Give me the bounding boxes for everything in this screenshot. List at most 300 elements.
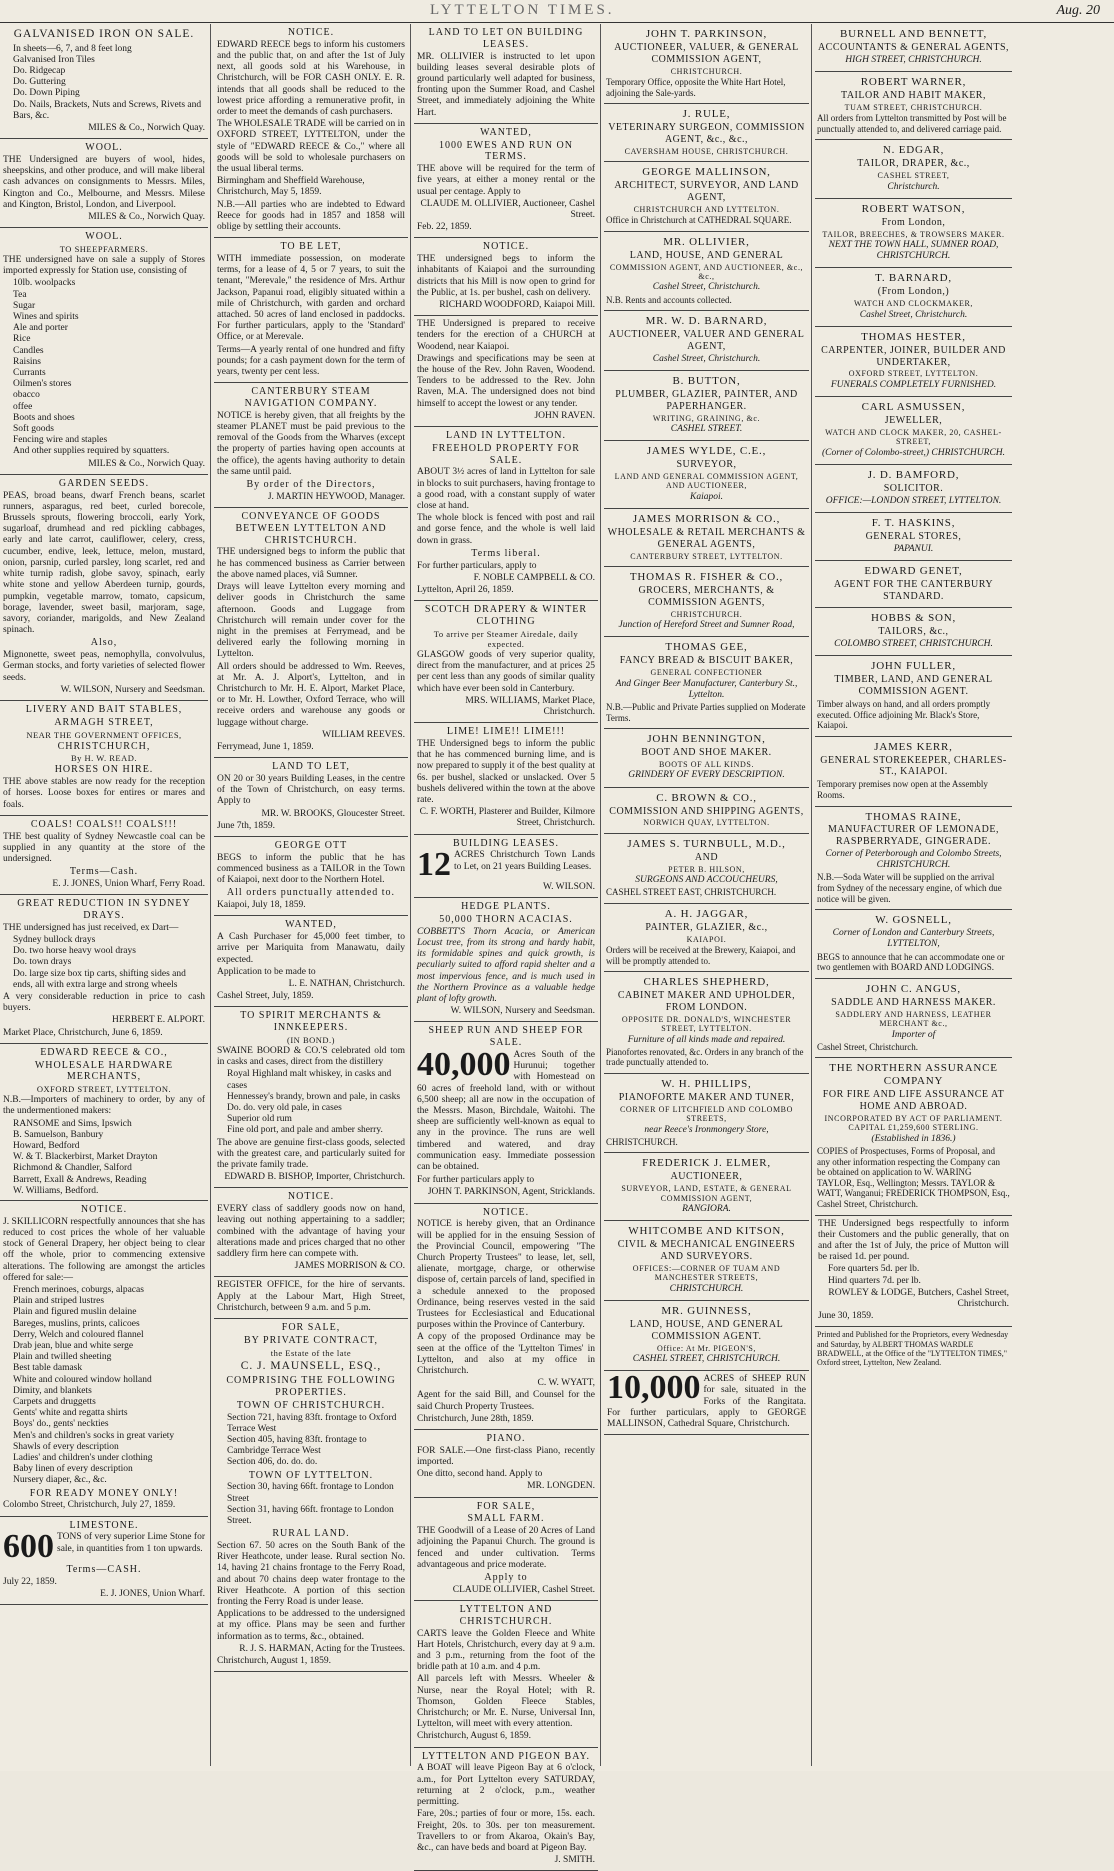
ad-body: J. SKILLICORN respectfully announces that she has reduced to cost prices the whole of her valuable stock of General Drapery, her object being to clear off the whole, prior to commencing extensive alterations. The following are amongst the articles offered for sale:— [3, 1216, 205, 1283]
business-card [604, 509, 809, 567]
ad-body: A very considerable reduction in price to cash buyers. [3, 991, 205, 1014]
ad-date: June 7th, 1859. [217, 820, 276, 831]
ad-date: Christchurch, August 6, 1859. [417, 1731, 531, 1742]
business-name: THOMAS GEE, [665, 641, 748, 654]
list-item: Section 721, having 83ft. frontage to Oxford Terrace West [227, 1412, 397, 1434]
ad-land-to-let [214, 758, 408, 837]
business-name: J. RULE, [682, 108, 731, 121]
ad-title: EDWARD REECE & CO., [40, 1046, 168, 1058]
business-name: ROBERT WATSON, [861, 202, 966, 215]
column-2 [214, 24, 408, 1766]
business-detail: SADDLERY AND HARNESS, LEATHER MERCHANT &c., [835, 1009, 992, 1029]
business-note: CHRISTCHURCH. [606, 1136, 678, 1147]
list-item: French merinoes, coburgs, alpacas [13, 1285, 144, 1296]
business-note: Cashel Street, Christchurch. [817, 1041, 918, 1052]
ad-body: All orders should be addressed to Wm. Reeves, at Mr. A. J. Alport's, Lyttelton, and in Christchurch to Mr. H. E. Alport, Market Place, or to Mr. H. Lowther, Oxford Terrace, who will receive orders and warehouse any goods or luggage without charge. [217, 661, 405, 728]
ad-kaiapoi-mill [414, 238, 598, 316]
business-card [604, 834, 809, 904]
business-name: W. GOSNELL, [875, 914, 952, 927]
business-trade: AUCTIONEER, [670, 1171, 743, 1183]
list-item: Section 31, having 66ft. frontage to London Street. [227, 1504, 394, 1527]
ad-body: THE above will be required for the term of five years, at either a money rental or the usual per centage. Apply to [417, 164, 595, 197]
ad-title: LAND IN LYTTELTON. [445, 430, 567, 442]
business-name: MR. W. D. BARNARD, [645, 315, 768, 328]
ad-subtitle: WHOLESALE HARDWARE MERCHANTS, [34, 1059, 174, 1083]
ad-body: COBBETT'S Thorn Acacia, or American Locust tree, from its strong and hardy habit, its formidable spines and quick growth, is peculiarly suited to afford rapid shelter and a most impervious fence, and is much used in the Northern Province as a valuable hedge plant of lofty growth. [417, 926, 595, 1004]
business-card [604, 371, 809, 441]
ad-ewes-wanted [414, 124, 598, 239]
business-card [604, 1153, 809, 1221]
ad-body: A Cash Purchaser for 45,000 feet timber, to arrive per Mariquita from Manawatu, daily expected. [217, 932, 405, 965]
ad-big-number: 12 [417, 846, 451, 884]
business-name: WHITCOMBE AND KITSON, [628, 1225, 785, 1238]
item-list [227, 1413, 405, 1469]
business-card [815, 268, 1012, 326]
list-item: Soft goods [13, 424, 54, 435]
business-trade: CABINET MAKER AND UPHOLDER, FROM LONDON. [617, 990, 796, 1013]
business-trade: VETERINARY SURGEON, COMMISSION AGENT, &c., &c., [608, 122, 805, 145]
ad-signature: JAMES MORRISON & CO. [294, 1261, 405, 1272]
ad-signature: JOHN T. PARKINSON, Agent, Stricklands. [427, 1187, 595, 1198]
business-detail: COMMISSION AGENT, AND AUCTIONEER, &c., &c., [609, 262, 804, 282]
business-address: Junction of Hereford Street and Sumner Road, [618, 620, 795, 631]
business-detail: CAVERSHAM HOUSE, CHRISTCHURCH. [624, 146, 789, 156]
column-4 [604, 24, 809, 1766]
ad-body: NOTICE is hereby given, that all freights by the steamer PLANET must be paid previous to the removal of the Goods from the Wharves (except the property of parties having open accounts at the office), the agents having authority to detain the same until paid. [217, 410, 405, 477]
business-trade: From London, [881, 216, 946, 228]
ad-body: TONS of very superior Lime Stone for sale, in quantities from 1 ton upwards. [57, 1532, 205, 1554]
list-item: Ladies' and children's under clothing [13, 1453, 153, 1464]
ad-body: N.B.—Importers of machinery to order, by any of the undermentioned makers: [3, 1095, 205, 1117]
ad-subtitle: NEAR THE GOVERNMENT OFFICES, [26, 729, 182, 740]
business-name: GEORGE MALLINSON, [642, 166, 771, 179]
ad-steam-navigation [214, 383, 408, 508]
ad-signature: C. F. WORTH, Plasterer and Builder, Kilmore Street, Christchurch. [419, 807, 595, 829]
business-trade: PAINTER, GLAZIER, &c., [645, 921, 768, 933]
ad-signature: E. J. JONES, Union Wharf, Ferry Road. [52, 878, 205, 889]
ad-body: A copy of the proposed Ordinance may be seen at the office of the 'Lyttelton Times' in Lyttelton, and also at my office in Christchurch. [417, 1332, 595, 1377]
list-item: Boys' do., gents' neckties [13, 1419, 109, 1430]
business-card [815, 24, 1012, 72]
item-list [227, 1069, 405, 1136]
ad-date: Ferrymead, June 1, 1859. [217, 741, 314, 752]
business-trade: AND [694, 851, 719, 863]
ad-conveyance [214, 508, 408, 758]
ad-subtitle: To arrive per Steamer Airedale, daily expected. [433, 628, 579, 649]
ad-title: GALVANISED IRON ON SALE. [13, 28, 195, 40]
list-item: Barrett, Exall & Andrews, Reading [13, 1174, 147, 1185]
ad-title: LAND TO LET, [272, 761, 350, 773]
business-trade: MANUFACTURER OF LEMONADE, RASPBERRYADE, GINGERADE. [828, 824, 999, 848]
business-detail: BOOTS OF ALL KINDS. [658, 759, 755, 769]
business-detail: CASHEL STREET, [877, 171, 950, 181]
ad-scotch-drapery [414, 601, 598, 723]
ad-title: TO BE LET, [280, 241, 342, 253]
ad-subtitle: FREEHOLD PROPERTY FOR SALE. [432, 442, 580, 466]
business-trade: GROCERS, MERCHANTS, & COMMISSION AGENTS, [638, 585, 775, 608]
ad-title: BUILDING LEASES. [453, 837, 559, 849]
list-item: W. Williams, Bedford. [13, 1185, 99, 1196]
business-trade: SOLICITOR. [883, 482, 944, 494]
business-card [604, 1301, 809, 1371]
business-address: Corner of Peterborough and Colombo Streets, CHRISTCHURCH. [825, 849, 1002, 871]
business-trade: TAILOR, DRAPER, &c., [857, 158, 970, 170]
business-trade: TAILOR AND HABIT MAKER, [841, 89, 986, 101]
business-address: Christchurch. [887, 181, 940, 192]
business-card [815, 199, 1012, 269]
ad-signature: CLAUDE M. OLLIVIER, Auctioneer, Cashel Street. [420, 198, 595, 221]
business-detail: CANTERBURY STREET, LYTTELTON. [630, 551, 783, 561]
ad-title: PIANO. [486, 1433, 526, 1445]
business-address: CASHEL STREET. [670, 424, 743, 435]
ad-body: Drawings and specifications may be seen at the house of the Rev. John Raven, Woodend. Tenders to be addressed to the Rev. John Raven, M.A. The undersigned does not bind himself to accept the lowest or any tender. [417, 353, 595, 409]
list-item: In sheets—6, 7, and 8 feet long [13, 43, 132, 54]
ad-coals [0, 816, 208, 895]
business-address: And Ginger Beer Manufacturer, Canterbury St., Lyttelton. [615, 678, 798, 700]
ad-subtitle: COMPRISING THE FOLLOWING PROPERTIES. [226, 1375, 396, 1399]
list-item: Do. Ridgecap [13, 65, 66, 76]
ad-date: Birmingham and Sheffield Warehouse, Christchurch, May 5, 1859. [217, 176, 365, 198]
ad-terms: Terms liberal. [471, 547, 541, 559]
ad-subtitle: By H. W. READ. [70, 753, 138, 764]
ad-subtitle: 1000 EWES AND RUN ON TERMS. [439, 139, 573, 163]
item-list [13, 44, 205, 122]
business-card [604, 24, 809, 104]
ad-title: CANTERBURY STEAM NAVIGATION COMPANY. [244, 386, 378, 410]
ad-building-leases [414, 24, 598, 124]
business-card [815, 513, 1012, 561]
business-detail: INCORPORATED BY ACT OF PARLIAMENT. CAPITAL £1,259,600 STERLING. [824, 1113, 1003, 1133]
business-trade: ARCHITECT, SURVEYOR, AND LAND AGENT, [614, 180, 799, 203]
business-name: J. D. BAMFORD, [867, 468, 960, 481]
ad-signature: JOHN RAVEN. [534, 410, 595, 421]
ad-galvanised-iron [0, 24, 208, 139]
list-item: Plain and twilled sheeting [13, 1352, 112, 1363]
business-name: THOMAS R. FISHER & CO., [629, 571, 784, 584]
item-list [227, 1482, 405, 1527]
business-name: JOHN T. PARKINSON, [645, 28, 768, 40]
business-card [604, 311, 809, 371]
ad-subtitle: the Estate of the late [270, 1347, 352, 1358]
business-card [604, 441, 809, 509]
business-address: FUNERALS COMPLETELY FURNISHED. [830, 379, 997, 390]
ad-small-farm [414, 1498, 598, 1601]
list-item: Oilmen's stores [13, 379, 72, 390]
ad-signature: HERBERT E. ALPORT. [112, 1015, 205, 1026]
business-address: Cashel Street, Christchurch. [859, 309, 968, 320]
business-detail: SURVEYOR, LAND, ESTATE, & GENERAL COMMISSION AGENT, [621, 1184, 792, 1203]
ad-body: ABOUT 3½ acres of land in Lyttelton for sale in blocks to suit purchasers, having frontage to a good road, with a constant supply of water close at hand. [417, 467, 595, 512]
list-item: Derry, Welch and coloured flannel [13, 1329, 144, 1340]
business-trade: GENERAL STORES, [865, 530, 962, 542]
ad-body: For further particulars apply to [417, 1175, 535, 1186]
business-trade: AUCTIONEER, VALUER AND GENERAL AGENT, [608, 329, 805, 353]
ad-title: LIMESTONE. [69, 1519, 139, 1531]
ad-date: Lyttelton, April 26, 1859. [417, 585, 514, 596]
business-trade: TAILORS, &c., [878, 626, 949, 638]
ad-date: Christchurch, June 28th, 1859. [417, 1413, 534, 1424]
business-address: HIGH STREET, CHRISTCHURCH. [845, 54, 982, 65]
business-detail: CHRISTCHURCH. [670, 66, 743, 76]
list-item: Fine old port, and pale and amber sherry. [227, 1125, 383, 1136]
ad-title: NOTICE. [287, 1191, 335, 1203]
ad-body: One ditto, second hand. Apply to [417, 1469, 543, 1480]
business-address: Cashel Street, Christchurch. [652, 282, 761, 293]
business-trade: SADDLE AND HARNESS MAKER. [831, 996, 996, 1008]
business-card [815, 656, 1012, 736]
business-address: OFFICE:—LONDON STREET, LYTTELTON. [825, 495, 1002, 506]
ad-body: THE Goodwill of a Lease of 20 Acres of Land adjoining the Papanui Church. The ground is fenced and under cultivation. Terms advantageous and price moderate. [417, 1526, 595, 1570]
business-name: MR. OLLIVIER, [663, 235, 750, 248]
business-trade: AUCTIONEER, VALUER, & GENERAL COMMISSION AGENT, [614, 41, 799, 65]
list-item: Raisins [13, 356, 41, 367]
business-detail: WATCH AND CLOCKMAKER, [853, 299, 974, 309]
business-card [604, 788, 809, 834]
list-item: Fencing wire and staples [13, 435, 108, 446]
list-item: Superior old rum [227, 1114, 292, 1125]
list-item: Howard, Bedford [13, 1141, 80, 1151]
ad-body: SWAINE BOORD & CO.'S celebrated old tom in casks and cases, direct from the distillery [217, 1045, 405, 1068]
ad-signature: EDWARD B. BISHOP, Importer, Christchurch. [224, 1172, 405, 1183]
list-item: Plain and striped lustres [13, 1296, 105, 1307]
business-trade: PLUMBER, GLAZIER, PAINTER, AND PAPERHANGER. [615, 389, 798, 412]
ad-body: THE Undersigned are buyers of wool, hides, sheepskins, and other produce, and will make liberal cash advances on consignments to Messrs. Miles, Kington and Co., Melbourne, and Messrs. Milese and Kington, Bristol, London, and Liverpool. [3, 154, 205, 210]
column-rule [410, 24, 411, 1766]
business-note: CASHEL STREET EAST, CHRISTCHURCH. [606, 887, 777, 898]
list-item: Sugar [13, 300, 36, 311]
ad-body: THE best quality of Sydney Newcastle coal can be supplied in any quantity at the store of the undersigned. [3, 831, 205, 864]
ad-subtitle: CHRISTCHURCH, [57, 740, 151, 752]
ad-body: CARTS leave the Golden Fleece and White Hart Hotels, Christchurch, every day at 9 a.m. and 3 p.m., returning from the foot of the bridle path at 10 a.m. and 4 p.m. [417, 1628, 595, 1673]
business-card [815, 910, 1012, 979]
ad-body: REGISTER OFFICE, for the hire of servants. Apply at the Labour Mart, High Street, Christchurch, between 9 a.m. and 5 p.m. [217, 1280, 405, 1313]
business-address: (Established in 1836.) [871, 1133, 956, 1144]
ad-title: WANTED, [480, 126, 532, 138]
ad-body: FOR SALE.—One first-class Piano, recently imported. [417, 1445, 595, 1468]
ad-maunsell-estate [214, 1319, 408, 1672]
business-card [815, 807, 1012, 911]
ad-body: The WHOLESALE TRADE will be carried on in OXFORD STREET, LYTTELTON, under the style of "EDWARD REECE & Co.," where all goods will be sold to wholesale purchasers on the usual liberal terms. [217, 119, 405, 175]
business-card [815, 465, 1012, 513]
ad-sheepfarmers [0, 228, 208, 475]
ad-limestone [0, 1517, 208, 1606]
ad-body: ACRES Christchurch Town Lands to Let, on 21 years Building Leases. [454, 850, 595, 872]
business-detail: WRITING, GRAINING, &c. [652, 413, 761, 423]
ad-signature: RICHARD WOODFORD, Kaiapoi Mill. [439, 300, 595, 311]
list-item: Section 405, having 83ft. frontage to Cambridge Terrace West [227, 1435, 367, 1457]
business-trade: (From London,) [877, 286, 950, 298]
list-item: offee [13, 401, 33, 412]
ad-date: Kaiapoi, July 18, 1859. [217, 900, 306, 911]
business-note: N.B. Rents and accounts collected. [606, 294, 732, 305]
business-card [815, 561, 1012, 609]
business-address: Furniture of all kinds made and repaired. [627, 1034, 786, 1045]
business-card [815, 397, 1012, 465]
ad-body: Fare, 20s.; parties of four or more, 15s. each. Freight, 20s. to 30s. per ton measurement. Travellers to or from Akaroa, Okain's Bay, &c., can have beds and board at Pigeon Bay. [417, 1809, 595, 1853]
business-card [815, 140, 1012, 198]
ad-signature: ROWLEY & LODGE, Butchers, Cashel Street, Christchurch. [828, 1287, 1009, 1310]
list-item: Currants [13, 368, 46, 379]
ad-body: A BOAT will leave Pigeon Bay at 6 o'clock, a.m., for Port Lyttelton every SATURDAY, returning at 2 o'clock, p.m., weather permitting. [417, 1763, 595, 1808]
ad-signature: L. E. NATHAN, Christchurch. [288, 978, 405, 989]
business-detail: CORNER OF LITCHFIELD AND COLOMBO STREETS, [620, 1104, 793, 1124]
business-card [815, 979, 1012, 1058]
business-name: N. EDGAR, [882, 144, 945, 157]
business-detail: CHRISTCHURCH. [670, 609, 743, 619]
business-name: HOBBS & SON, [870, 612, 957, 625]
list-item: Sydney bullock drays [13, 934, 96, 945]
ad-title: LIVERY AND BAIT STABLES, [25, 703, 183, 715]
business-name: EDWARD GENET, [864, 564, 963, 577]
business-detail: OFFICES:—CORNER OF TUAM AND MANCHESTER STREETS, [632, 1263, 781, 1283]
business-note: All orders from Lyttelton transmitted by Post will be punctually attended to, and delivered carriage paid. [817, 113, 1007, 134]
ad-carts [414, 1601, 598, 1748]
business-name: MR. GUINNESS, [661, 1304, 752, 1317]
ad-subtitle: ARMAGH STREET, [54, 716, 154, 728]
business-note: Temporary Office, opposite the White Hart Hotel, adjoining the Sale-yards. [606, 77, 786, 98]
business-note: BEGS to announce that he can accommodate one or two gentlemen with BOARD AND LODGINGS. [817, 951, 1005, 973]
ad-saddlery-notice [214, 1188, 408, 1277]
ad-title: NOTICE. [287, 27, 335, 38]
ad-date: Cashel Street, July, 1859. [217, 991, 314, 1002]
business-address: RANGIORA. [682, 1204, 731, 1215]
ad-piano [414, 1430, 598, 1498]
ad-date: July 22, 1859. [3, 1576, 57, 1587]
list-item: Dimity, and blankets [13, 1385, 92, 1396]
ad-title: WANTED, [285, 919, 337, 931]
business-note: COPIES of Prospectuses, Forms of Proposal, and any other information respecting the Company can be obtained on application to W. WARING TAYLOR, Esq., Wellington; Messrs. TAYLOR & WATT, Wanganui; FREDERICK THOMPSON, Esq., Cashel Street, Christchurch. [817, 1145, 1010, 1209]
ad-title: NOTICE. [482, 1206, 530, 1218]
business-card [604, 104, 809, 162]
ad-signature: MR. W. BROOKS, Gloucester Street. [261, 808, 405, 819]
ad-title: FOR SALE, [476, 1500, 536, 1512]
ad-title: SCOTCH DRAPERY & WINTER CLOTHING [424, 604, 588, 628]
list-item: W. & T. Blackerbirst, Market Drayton [13, 1152, 158, 1163]
ad-body: Drays will leave Lyttelton every morning and deliver goods in Christchurch the same afternoon. Goods and Luggage from Christchurch will remain under cover for the night in the premises at Ferrymead, and be delivered early the following morning in Lyttelton. [217, 582, 405, 660]
ad-subtitle: SMALL FARM. [467, 1513, 545, 1525]
list-item: Gents' white and regatta shirts [13, 1408, 128, 1419]
business-trade: FANCY BREAD & BISCUIT BAKER, [619, 655, 794, 667]
ad-signature: CLAUDE OLLIVIER, Cashel Street. [452, 1584, 595, 1595]
ad-signature: C. W. WYATT, [537, 1378, 595, 1389]
ad-signature: W. WILSON. [543, 881, 595, 892]
list-item: Do. Down Piping [13, 88, 80, 99]
business-name: T. BARNARD, [875, 272, 952, 285]
ad-section-title: RURAL LAND. [272, 1528, 350, 1540]
business-detail: TUAM STREET, CHRISTCHURCH. [844, 102, 983, 112]
item-list [13, 935, 205, 991]
ad-date: Market Place, Christchurch, June 6, 1859. [3, 1027, 163, 1038]
ad-subtitle: (IN BOND.) [287, 1034, 335, 1045]
ad-subtitle: OXFORD STREET, LYTTELTON. [36, 1084, 172, 1095]
ad-sheep-run [414, 1022, 598, 1203]
ad-edward-reece [0, 1044, 208, 1201]
ad-body: THE Undersigned begs to inform the public that he has commenced burning lime, and is now prepared to supply it of the best quality at 6s. per bushel, slacked or unslacked. Over 5 bushels delivered within the town at the above rate. [417, 738, 595, 805]
ad-signature: MILES & Co., Norwich Quay. [88, 212, 205, 222]
business-name: THOMAS HESTER, [861, 330, 966, 343]
business-address: Cashel Street, Christchurch. [652, 353, 761, 364]
business-name: W. H. PHILLIPS, [661, 1078, 752, 1091]
ad-body: Terms—A yearly rental of one hundred and fifty pounds; for a cash payment down for the term of years, twenty per cent less. [217, 344, 405, 378]
business-name: THOMAS RAINE, [865, 810, 962, 823]
business-name: JAMES WYLDE, C.E., [646, 445, 767, 458]
ad-signature: W. WILSON, Nursery and Seedsman. [60, 684, 205, 695]
column-rule [210, 24, 211, 1766]
ad-sydney-drays [0, 895, 208, 1044]
ad-title: LAND TO LET ON BUILDING LEASES. [428, 27, 584, 50]
ad-signature: E. J. JONES, Union Wharf. [100, 1589, 205, 1600]
list-item: Do. town drays [13, 957, 72, 968]
ad-wanted-timber [214, 916, 408, 1007]
business-trade: CIVIL & MECHANICAL ENGINEERS AND SURVEYORS. [617, 1239, 796, 1263]
list-item: White and coloured window holland [13, 1374, 152, 1385]
business-trade: TIMBER, LAND, AND GENERAL COMMISSION AGENT. [834, 674, 993, 698]
business-name: A. H. JAGGAR, [664, 907, 749, 920]
ad-signature: MR. LONGDEN. [527, 1481, 595, 1492]
ad-body: THE undersigned has just received, ex Dart— [3, 922, 179, 933]
ad-section-title: TOWN OF LYTTELTON. [248, 1469, 374, 1481]
business-name: C. BROWN & CO., [656, 791, 757, 804]
ad-title: WOOL. [85, 231, 123, 243]
business-trade: PIANOFORTE MAKER AND TUNER, [618, 1092, 795, 1103]
business-trade: SURVEYOR, [676, 459, 737, 471]
ad-body: GLASGOW goods of very superior quality, direct from the manufacturer, and at prices 25 per cent less than any goods of similar quality which have ever been sold in Canterbury. [417, 649, 595, 694]
ad-title: COALS! COALS!! COALS!!! [30, 818, 178, 830]
ad-wool [0, 139, 208, 228]
ad-body: THE above stables are now ready for the reception of horses. Loose boxes for entires or mares and foals. [3, 777, 205, 810]
ad-signature: MRS. WILLIAMS, Market Place, Christchurch. [465, 695, 595, 717]
ad-body: EVERY class of saddlery goods now on hand, leaving out nothing appertaining to a saddler; combined with the advantage of having your alterations made and prices charged that no other saddlery firm here can compete with. [217, 1204, 405, 1260]
ad-spirit-merchants [214, 1007, 408, 1188]
business-note: Orders will be received at the Brewery, Kaiapoi, and will be promptly attended to. [606, 944, 796, 966]
ad-subtitle: 50,000 THORN ACACIAS. [439, 913, 573, 925]
ad-body: ON 20 or 30 years Building Leases, in the centre of the Town of Christchurch, on easy terms. Apply to [217, 773, 405, 807]
business-note: N.B.—Public and Private Parties supplied on Moderate Terms. [606, 701, 806, 723]
business-trade: JEWELLER, [884, 414, 943, 426]
business-card [604, 972, 809, 1074]
item-list [13, 1119, 205, 1197]
printer-imprint: Printed and Published for the Proprietors, every Wednesday and Saturday, by ALBERT THOMAS WARDLE BRADWELL, at the Office of the "LYTTELTON TIMES," Oxford street, Lyttelton, New Zealand. [817, 1330, 1009, 1367]
business-detail: OPPOSITE DR. DONALD'S, WINCHESTER STREET, LYTTELTON. [621, 1014, 792, 1034]
ad-body: BEGS to inform the public that he has commenced business as a TAILOR in the Town of Kaiapoi, next door to the Northern Hotel. [217, 852, 405, 886]
business-name: FREDERICK J. ELMER, [642, 1157, 771, 1170]
ad-body: WITH immediate possession, on moderate terms, for a lease of 4, 5 or 7 years, to suit the tenant, "Merevale," the residence of Mrs. Arthur Jackson, Papanui road, eligibly situated within a mile of Christchurch, with garden and orchard attached. 50 acres of land enclosed in paddocks. For further particulars, apply to the 'Standard' Office, or at Merevale. [217, 254, 405, 343]
ad-terms: Terms—Cash. [69, 866, 139, 878]
ad-sheep-run-rangitata [604, 1371, 809, 1435]
ad-body: THE undersigned begs to inform the inhabitants of Kaiapoi and the surrounding districts that his Mill is now open to grind for the Public, at 1s. per bushel, cash on delivery. [417, 254, 595, 298]
ad-title: NOTICE. [482, 241, 530, 253]
list-item: Richmond & Chandler, Salford [13, 1163, 132, 1174]
business-note: Pianofortes renovated, &c. Orders in any branch of the trade punctually attended to. [606, 1046, 804, 1068]
business-address: (Corner of Colombo-street,) CHRISTCHURCH. [821, 447, 1006, 458]
ad-big-number: 600 [3, 1528, 54, 1566]
ad-freehold-lyttelton [414, 427, 598, 601]
business-detail: PETER B. HILSON, [668, 864, 745, 874]
ad-date: Christchurch, August 1, 1859. [217, 1656, 331, 1667]
list-item: Do. large size box tip carts, shifting sides and ends, all with extra large and strong wheels [13, 968, 186, 990]
business-address: Kaiapoi. [690, 491, 723, 502]
ad-body: THE undersigned begs to inform the public that he has commenced business as Carrier between the above named places, viâ Sumner. [217, 547, 405, 580]
ad-body: Agent for the said Bill, and Counsel for the said Church Property Trustees. [417, 1390, 595, 1412]
list-item: Nursery diaper, &c., &c. [13, 1475, 107, 1486]
ad-title: SHEEP RUN AND SHEEP FOR SALE. [428, 1025, 584, 1049]
ad-lime [414, 723, 598, 834]
ad-subtitle: BY PRIVATE CONTRACT, [244, 1334, 378, 1346]
business-address: CASHEL STREET, CHRISTCHURCH. [632, 1353, 781, 1364]
business-name: THE NORTHERN ASSURANCE COMPANY [829, 1062, 998, 1088]
ad-big-number: 40,000 [417, 1045, 511, 1083]
ad-body: THE Undersigned begs respectfully to inform their Customers and the public generally, that on and after the 1st of July, the price of Mutton will be raised 1d. per pound. [818, 1218, 1009, 1263]
